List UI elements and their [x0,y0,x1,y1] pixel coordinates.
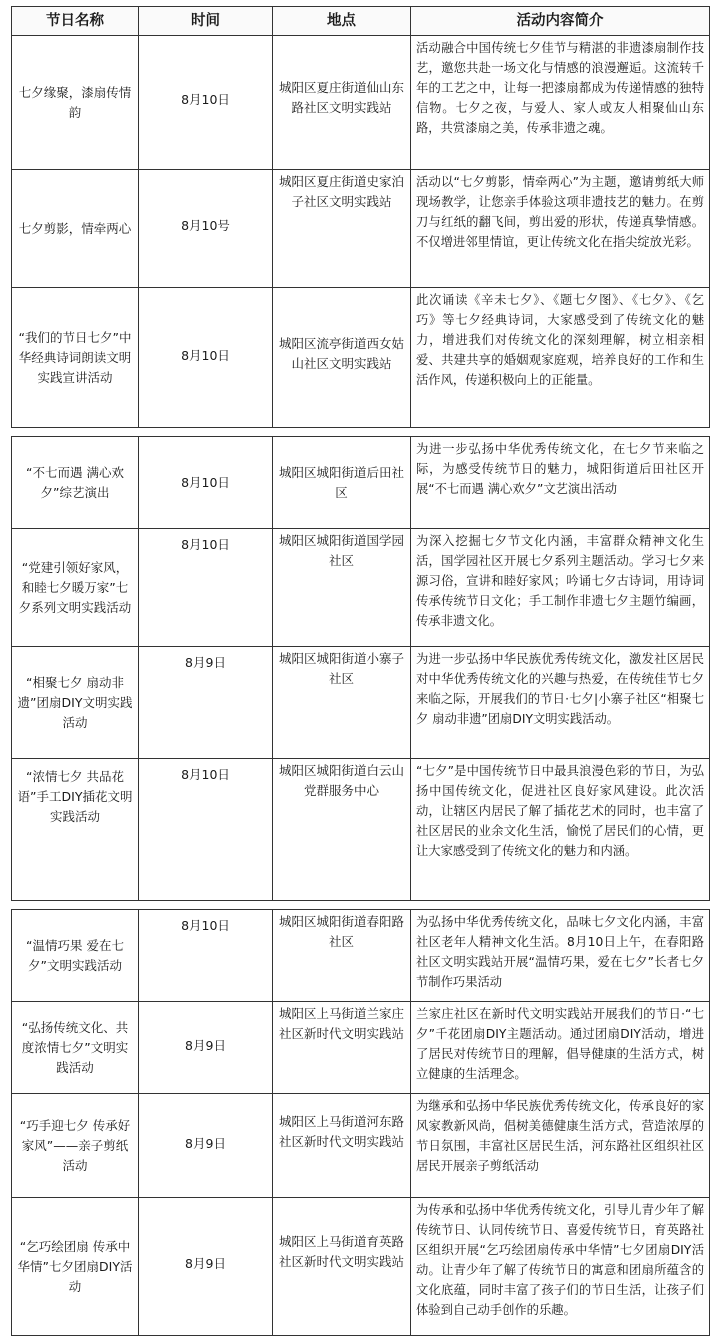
row-description: 为深入挖掘七夕节文化内涵，丰富群众精神文化生活，国学园社区开展七夕系列主题活动。学习七夕来源习俗，宣讲和睦好家风；吟诵七夕古诗词，用诗词传承传统节日文化；手工制作非遗七夕主题竹编画，传承非遗文化。 [411,529,710,647]
row-location: 城阳区夏庄街道仙山东路社区文明实践站 [273,36,411,170]
row-description: “七夕”是中国传统节日中最具浪漫色彩的节日，为弘扬中国传统文化，促进社区良好家风建设。此次活动，让辖区内居民了解了插花艺术的同时，也丰富了社区居民的业余文化生活，愉悦了居民们的心情，更让大家感受到了传统文化的魅力和内涵。 [411,759,710,901]
row-name: “我们的节日七夕”中华经典诗词朗读文明实践宣讲活动 [12,288,139,428]
row-name: “党建引领好家风，和睦七夕暖万家”七夕系列文明实践活动 [12,529,139,647]
row-location: 城阳区上马街道兰家庄社区新时代文明实践站 [273,1002,411,1094]
row-name: “弘扬传统文化、共度浓情七夕”文明实践活动 [12,1002,139,1094]
row-date: 8月10号 [139,170,273,288]
table-row [12,437,710,529]
table-row [12,1094,710,1198]
row-date: 8月10日 [139,36,273,170]
row-name: “温情巧果 爱在七夕”文明实践活动 [12,910,139,1002]
table-row [12,910,710,1002]
row-name: “相聚七夕 扇动非遗”团扇DIY文明实践活动 [12,647,139,759]
header-description: 活动内容简介 [411,7,710,36]
table-row [12,36,710,170]
header-row [12,7,710,36]
row-description: 为弘扬中华优秀传统文化，品味七夕文化内涵，丰富社区老年人精神文化生活。8月10日上午，在春阳路社区文明实践站开展“温情巧果，爱在七夕”长者七夕节制作巧果活动 [411,910,710,1002]
row-location: 城阳区城阳街道国学园社区 [273,529,411,647]
row-name: “浓情七夕 共品花语”手工DIY插花文明实践活动 [12,759,139,901]
row-location: 城阳区城阳街道白云山党群服务中心 [273,759,411,901]
header-date: 时间 [139,7,273,36]
row-date: 8月9日 [139,647,273,759]
row-date: 8月9日 [139,1002,273,1094]
row-description: 为传承和弘扬中华优秀传统文化，引导儿青少年了解传统节日、认同传统节日、喜爱传统节日，育英路社区组织开展“乞巧绘团扇传承中华情”七夕团扇DIY活动。让青少年了解了传统节日的寓意和团扇所蕴含的文化底蕴，同时丰富了孩子们的节日生活，让孩子们体验到自己动手创作的乐趣。 [411,1198,710,1336]
row-description: 为进一步弘扬中华民族优秀传统文化，激发社区居民对中华优秀传统文化的兴趣与热爱，在传统佳节七夕来临之际，开展我们的节日·七夕|小寨子社区“相聚七夕 扇动非遗”团扇DIY文明实践活动。 [411,647,710,759]
table-row [12,1002,710,1094]
row-location: 城阳区流亭街道西女姑山社区文明实践站 [273,288,411,428]
row-date: 8月10日 [139,437,273,529]
row-description: 活动以“七夕剪影，情牵两心”为主题，邀请剪纸大师现场教学，让您亲手体验这项非遗技艺的魅力。在剪刀与红纸的翻飞间，剪出爱的形状，传递真挚情感。不仅增进邻里情谊，更让传统文化在指尖绽放光彩。 [411,170,710,288]
header-location: 地点 [273,7,411,36]
activity-table [11,6,710,1336]
row-description: 为进一步弘扬中华优秀传统文化，在七夕节来临之际，为感受传统节日的魅力，城阳街道后田社区开展“不七而遇 满心欢夕”文艺演出活动 [411,437,710,529]
row-location: 城阳区城阳街道后田社区 [273,437,411,529]
table-row [12,529,710,647]
row-date: 8月9日 [139,1094,273,1198]
row-date: 8月10日 [139,759,273,901]
row-name: 七夕缘聚，漆扇传情韵 [12,36,139,170]
row-description: 兰家庄社区在新时代文明实践站开展我们的节日·“七夕”千花团扇DIY主题活动。通过团扇DIY活动，增进了居民对传统节日的理解，倡导健康的生活方式，树立健康的生活理念。 [411,1002,710,1094]
row-date: 8月10日 [139,529,273,647]
table-row [12,647,710,759]
row-description: 为继承和弘扬中华民族优秀传统文化，传承良好的家风家教新风尚，倡树美德健康生活方式，营造浓厚的节日氛围，丰富社区居民生活，河东路社区组织社区居民开展亲子剪纸活动 [411,1094,710,1198]
row-name: “不七而遇 满心欢夕”综艺演出 [12,437,139,529]
table-row [12,170,710,288]
header-name: 节日名称 [12,7,139,36]
table-row [12,759,710,901]
row-location: 城阳区城阳街道春阳路社区 [273,910,411,1002]
row-location: 城阳区城阳街道小寨子社区 [273,647,411,759]
row-name: “巧手迎七夕 传承好家风”——亲子剪纸活动 [12,1094,139,1198]
row-name: “乞巧绘团扇 传承中华情”七夕团扇DIY活动 [12,1198,139,1336]
table-row [12,288,710,428]
row-description: 活动融合中国传统七夕佳节与精湛的非遗漆扇制作技艺，邀您共赴一场文化与情感的浪漫邂逅。这流转千年的工艺之中，让每一把漆扇都成为传递情感的独特信物。七夕之夜，与爱人、家人或友人相聚仙山东路，共赏漆扇之美，传承非遗之魂。 [411,36,710,170]
row-date: 8月10日 [139,288,273,428]
row-location: 城阳区上马街道河东路社区新时代文明实践站 [273,1094,411,1198]
row-date: 8月10日 [139,910,273,1002]
row-date: 8月9日 [139,1198,273,1336]
table-gap [12,901,710,910]
row-name: 七夕剪影，情牵两心 [12,170,139,288]
row-location: 城阳区上马街道育英路社区新时代文明实践站 [273,1198,411,1336]
table-gap [12,428,710,437]
row-description: 此次诵读《辛未七夕》、《题七夕图》、《七夕》、《乞巧》等七夕经典诗词，大家感受到了传统文化的魅力，增进我们对传统文化的深刻理解，树立相亲相爱、共建共享的婚姻观家庭观，培养良好的工作和生活作风，传递积极向上的正能量。 [411,288,710,428]
row-location: 城阳区夏庄街道史家泊子社区文明实践站 [273,170,411,288]
table-row [12,1198,710,1336]
